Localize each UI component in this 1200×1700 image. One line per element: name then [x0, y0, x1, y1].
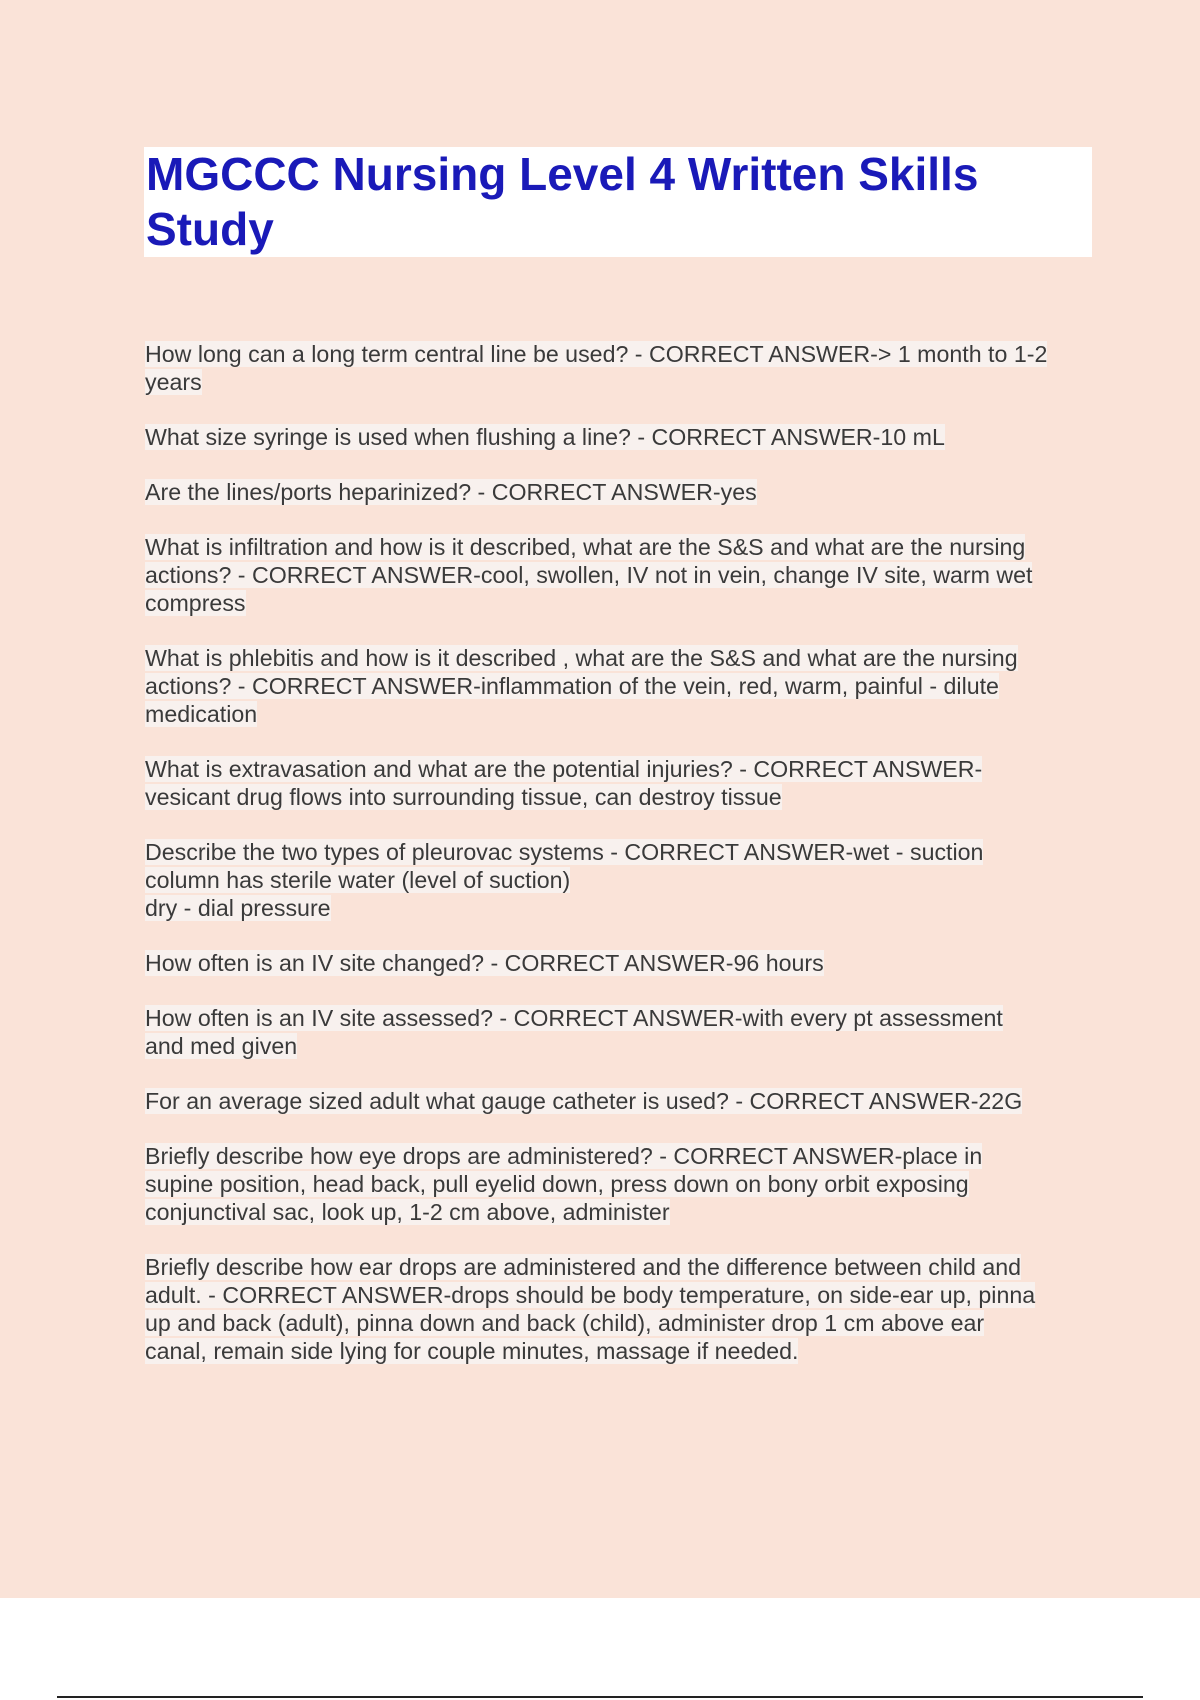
qa-item: [145, 1087, 1100, 1115]
qa-item: [145, 949, 1100, 977]
document-title: MGCCC Nursing Level 4 Written Skills Study: [146, 148, 979, 255]
qa-line: up and back (adult), pinna down and back (child), administer drop 1 cm above ear: [145, 1310, 985, 1336]
qa-line: Describe the two types of pleurovac systems - CORRECT ANSWER-wet - suction: [145, 839, 984, 865]
qa-line: What is phlebitis and how is it described , what are the S&S and what are the nursing: [145, 645, 1018, 671]
qa-line: dry - dial pressure: [145, 895, 331, 921]
qa-line: medication: [145, 701, 258, 727]
qa-item: [145, 1142, 1100, 1226]
qa-line: Briefly describe how eye drops are administered? - CORRECT ANSWER-place in: [145, 1143, 983, 1169]
qa-line: actions? - CORRECT ANSWER-cool, swollen, IV not in vein, change IV site, warm wet: [145, 562, 1033, 588]
qa-item: [145, 1004, 1100, 1060]
qa-line: adult. - CORRECT ANSWER-drops should be body temperature, on side-ear up, pinna: [145, 1282, 1036, 1308]
qa-line: What is infiltration and how is it described, what are the S&S and what are the nursing: [145, 534, 1026, 560]
qa-item: [145, 644, 1100, 728]
qa-line: How long can a long term central line be used? - CORRECT ANSWER-> 1 month to 1-2: [145, 341, 1048, 367]
qa-item: [145, 423, 1100, 451]
qa-line: What is extravasation and what are the potential injuries? - CORRECT ANSWER-: [145, 756, 983, 782]
qa-line: For an average sized adult what gauge catheter is used? - CORRECT ANSWER-22G: [145, 1088, 1023, 1114]
qa-line: What size syringe is used when flushing a line? - CORRECT ANSWER-10 mL: [145, 424, 945, 450]
qa-line: actions? - CORRECT ANSWER-inflammation of the vein, red, warm, painful - dilute: [145, 673, 999, 699]
qa-line: How often is an IV site assessed? - CORRECT ANSWER-with every pt assessment: [145, 1005, 1003, 1031]
qa-line: compress: [145, 590, 246, 616]
qa-item: [145, 478, 1100, 506]
footer-divider: [57, 1696, 1143, 1698]
qa-item: [145, 340, 1100, 396]
qa-line: and med given: [145, 1033, 298, 1059]
qa-item: [145, 838, 1100, 922]
qa-line: supine position, head back, pull eyelid down, press down on bony orbit exposing: [145, 1171, 969, 1197]
title-box: [144, 147, 1092, 257]
qa-line: years: [145, 369, 202, 395]
qa-item: [145, 755, 1100, 811]
qa-line: vesicant drug flows into surrounding tissue, can destroy tissue: [145, 784, 782, 810]
qa-line: column has sterile water (level of suction): [145, 867, 571, 893]
qa-item: [145, 533, 1100, 617]
qa-line: conjunctival sac, look up, 1-2 cm above, administer: [145, 1199, 670, 1225]
qa-line: canal, remain side lying for couple minutes, massage if needed.: [145, 1338, 799, 1364]
qa-line: Briefly describe how ear drops are administered and the difference between child and: [145, 1254, 1022, 1280]
qa-line: How often is an IV site changed? - CORRECT ANSWER-96 hours: [145, 950, 824, 976]
qa-list: [145, 340, 1100, 1392]
qa-item: [145, 1253, 1100, 1365]
qa-line: Are the lines/ports heparinized? - CORRECT ANSWER-yes: [145, 479, 757, 505]
